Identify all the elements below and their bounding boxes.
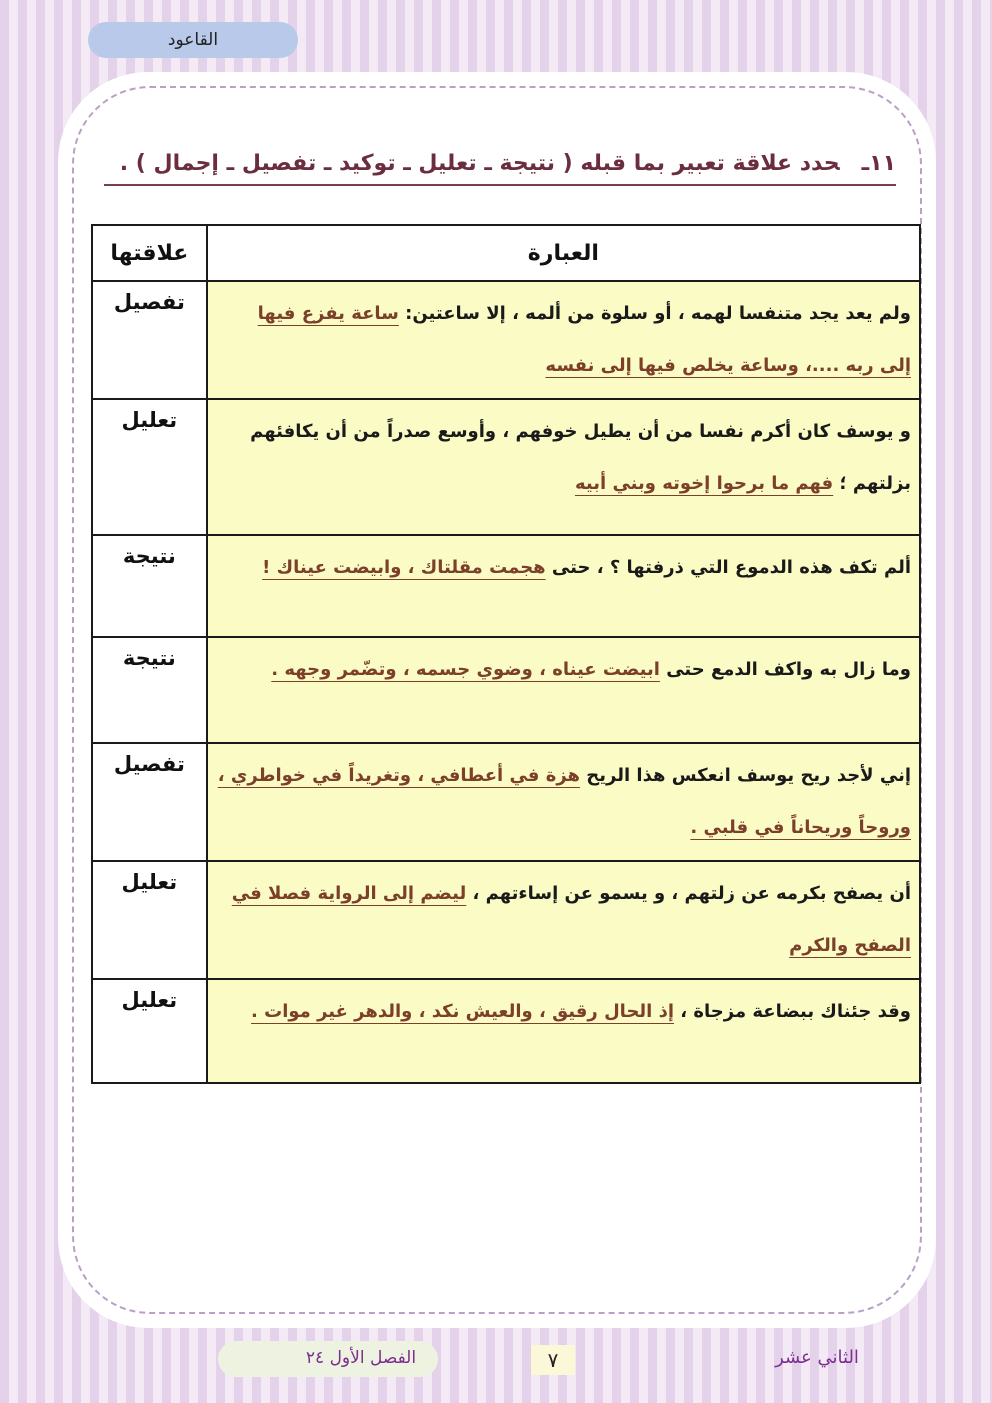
phrase-line <box>218 920 911 972</box>
phrase-line <box>218 802 911 854</box>
footer-semester: الفصل الأول ٢٤ <box>305 1348 417 1368</box>
relation-cell: تفصيل <box>92 281 207 399</box>
phrase-line <box>218 340 911 392</box>
table-header-row <box>92 225 920 281</box>
table-row <box>92 743 920 861</box>
relation-cell: تفصيل <box>92 743 207 861</box>
relations-table <box>91 224 921 1084</box>
phrase-cell <box>207 535 920 637</box>
phrase-line <box>218 644 911 696</box>
phrase-text: بزلتهم ؛ <box>833 473 911 494</box>
table-row <box>92 637 920 743</box>
relation-cell: نتيجة <box>92 637 207 743</box>
relation-cell: تعليل <box>92 399 207 535</box>
answer-text: إلى ربه ....، وساعة يخلص فيها إلى نفسه <box>545 355 911 376</box>
phrase-cell <box>207 281 920 399</box>
phrase-cell <box>207 399 920 535</box>
phrase-text: إني لأجد ريح يوسف انعكس هذا الريح <box>580 765 911 786</box>
table-row <box>92 535 920 637</box>
phrase-text: و يوسف كان أكرم نفسا من أن يطيل خوفهم ، وأوسع صدراً من أن يكافئهم <box>250 421 911 442</box>
phrase-text: ولم يعد يجد متنفسا لهمه ، أو سلوة من ألمه ، إلا ساعتين: <box>398 303 911 324</box>
header-phrase: العبارة <box>207 225 920 281</box>
phrase-cell <box>207 743 920 861</box>
relation-cell: تعليل <box>92 979 207 1083</box>
phrase-text: أن يصفح بكرمه عن زلتهم ، و يسمو عن إساءتهم ، <box>466 883 911 904</box>
phrase-line <box>218 288 911 340</box>
phrase-line <box>218 868 911 920</box>
footer-grade: الثاني عشر <box>775 1347 859 1368</box>
answer-text: هجمت مقلتاك ، وابيضت عيناك ! <box>262 557 546 578</box>
phrase-text: وقد جئناك ببضاعة مزجاة ، <box>674 1001 911 1022</box>
question-heading <box>104 144 896 186</box>
phrase-cell <box>207 637 920 743</box>
phrase-line <box>218 406 911 458</box>
phrase-text: ألم تكف هذه الدموع التي ذرفتها ؟ ، حتى <box>545 557 911 578</box>
answer-text: هزة في أعطافي ، وتغريداً في خواطري ، <box>217 765 581 786</box>
question-number: ١١ـ <box>861 151 896 176</box>
relation-cell: نتيجة <box>92 535 207 637</box>
relation-cell: تعليل <box>92 861 207 979</box>
answer-text: وروحاً وريحاناً في قلبي . <box>690 817 911 838</box>
table-row <box>92 399 920 535</box>
phrase-line <box>218 542 911 594</box>
question-text: حدد علاقة تعبير بما قبله ( نتيجة ـ تعليل ـ توكيد ـ تفصيل ـ إجمال ) . <box>119 151 840 176</box>
table-row <box>92 979 920 1083</box>
phrase-text: وما زال به واكف الدمع حتى <box>659 659 911 680</box>
answer-text: ساعة يفزع فيها <box>257 303 399 324</box>
phrase-cell <box>207 861 920 979</box>
answer-text: ليضم إلى الرواية فصلا في <box>231 883 467 904</box>
page-number: ٧ <box>531 1345 575 1375</box>
table-row <box>92 281 920 399</box>
answer-text: ابيضت عيناه ، وضوي جسمه ، وتضّمر وجهه . <box>271 659 660 680</box>
answer-text: فهم ما برحوا إخوته وبني أبيه <box>574 473 834 494</box>
header-relation: علاقتها <box>92 225 207 281</box>
author-tag: القاعود <box>88 22 298 58</box>
phrase-line <box>218 986 911 1038</box>
phrase-line <box>218 458 911 510</box>
answer-text: إذ الحال رقيق ، والعيش نكد ، والدهر غير موات . <box>251 1001 675 1022</box>
table-row <box>92 861 920 979</box>
phrase-line <box>218 750 911 802</box>
answer-text: الصفح والكرم <box>789 935 911 956</box>
phrase-cell <box>207 979 920 1083</box>
